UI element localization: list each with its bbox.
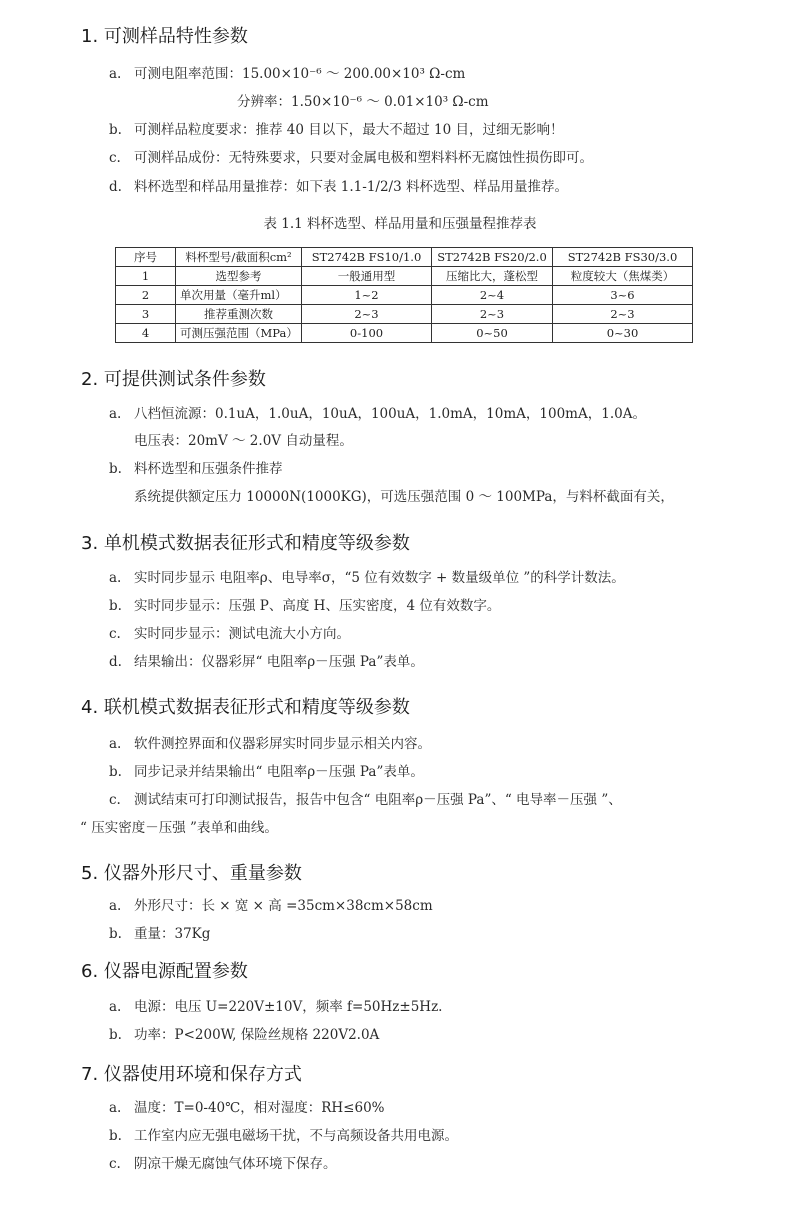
table-header-cell: 料杯型号/截面积cm²	[176, 248, 302, 267]
table-caption: 表 1.1 料杯选型、样品用量和压强量程推荐表	[263, 216, 537, 232]
list-text: 料杯选型和样品用量推荐：如下表 1.1-1/2/3 料杯选型、样品用量推荐。	[134, 179, 568, 195]
section-heading-5: 5. 仪器外形尺寸、重量参数	[81, 863, 302, 884]
list-item	[109, 64, 465, 84]
table-row	[116, 305, 693, 324]
list-text: “ 压实密度－压强 ”表单和曲线。	[80, 820, 278, 836]
table-cell: 粒度较大（焦煤类）	[553, 267, 693, 286]
table-cell: 0~30	[553, 324, 693, 343]
section-heading-2: 2. 可提供测试条件参数	[81, 369, 266, 390]
list-marker: b.	[109, 461, 122, 477]
table-cell: 4	[116, 324, 176, 343]
table-cell: 推荐重测次数	[176, 305, 302, 324]
list-item	[109, 404, 646, 424]
table-header-cell: 序号	[116, 248, 176, 267]
list-item	[109, 120, 564, 140]
list-text: 温度：T=0-40℃，相对湿度：RH≤60%	[134, 1100, 385, 1116]
section-heading-7: 7. 仪器使用环境和保存方式	[81, 1064, 302, 1085]
list-item	[109, 624, 350, 644]
list-marker: b.	[109, 1027, 122, 1043]
list-text: 实时同步显示 电阻率ρ、电导率σ，“5 位有效数字 + 数量级单位 ”的科学计数法。	[134, 570, 625, 586]
section-heading-3: 3. 单机模式数据表征形式和精度等级参数	[81, 533, 410, 554]
section-heading-1: 1. 可测样品特性参数	[81, 26, 248, 47]
list-marker: d.	[109, 179, 122, 195]
table-cell: 压缩比大，蓬松型	[432, 267, 553, 286]
list-text: 料杯选型和压强条件推荐	[134, 461, 283, 477]
table-cell: 2~4	[432, 286, 553, 305]
table-row	[116, 267, 693, 286]
cup-selection-table	[115, 247, 693, 343]
table-cell: 选型参考	[176, 267, 302, 286]
list-marker: a.	[109, 570, 122, 586]
list-text: 测试结束可打印测试报告，报告中包含“ 电阻率ρ－压强 Pa”、“ 电导率－压强 ”、	[134, 792, 622, 808]
list-text: 外形尺寸：长 × 宽 × 高 =35cm×38cm×58cm	[134, 898, 433, 914]
table-header-cell: ST2742B FS30/3.0	[553, 248, 693, 267]
list-text: 实时同步显示：压强 P、高度 H、压实密度，4 位有效数字。	[134, 598, 501, 614]
list-item	[109, 1025, 379, 1045]
table-cell: 1	[116, 267, 176, 286]
list-marker: d.	[109, 654, 122, 670]
table-header-cell: ST2742B FS10/1.0	[302, 248, 432, 267]
list-text: 重量：37Kg	[134, 926, 211, 942]
list-text: 可测样品粒度要求：推荐 40 目以下，最大不超过 10 目，过细无影响！	[134, 122, 564, 138]
list-marker: a.	[109, 66, 122, 82]
table-cell: 2	[116, 286, 176, 305]
list-text: 系统提供额定压力 10000N(1000KG)，可选压强范围 0 ～ 100MPa，与料杯截面有关，	[134, 489, 674, 505]
table-cell: 0~50	[432, 324, 553, 343]
list-text: 可测样品成份：无特殊要求，只要对金属电极和塑料料杯无腐蚀性损伤即可。	[134, 150, 593, 166]
list-item	[80, 818, 278, 838]
table-cell: 3~6	[553, 286, 693, 305]
list-marker: b.	[109, 598, 122, 614]
list-marker: c.	[109, 150, 121, 166]
list-item	[109, 997, 442, 1017]
list-marker: a.	[109, 999, 122, 1015]
list-item	[109, 177, 568, 197]
list-marker: c.	[109, 1156, 121, 1172]
list-text: 可测电阻率范围：15.00×10⁻⁶ ～ 200.00×10³ Ω-cm	[134, 66, 466, 82]
list-item	[109, 459, 283, 479]
list-item	[109, 896, 433, 916]
table-header-cell: ST2742B FS20/2.0	[432, 248, 553, 267]
table-cell: 单次用量（毫升ml）	[176, 286, 302, 305]
list-item	[109, 148, 593, 168]
list-marker: a.	[109, 736, 122, 752]
list-item	[109, 1098, 385, 1118]
list-text: 软件测控界面和仪器彩屏实时同步显示相关内容。	[134, 736, 431, 752]
list-text: 功率：P<200W, 保险丝规格 220V2.0A	[134, 1027, 380, 1043]
section-heading-4: 4. 联机模式数据表征形式和精度等级参数	[81, 697, 410, 718]
list-item	[237, 92, 489, 112]
list-marker: a.	[109, 898, 122, 914]
list-marker: c.	[109, 626, 121, 642]
list-marker: b.	[109, 1128, 122, 1144]
section-heading-6: 6. 仪器电源配置参数	[81, 961, 248, 982]
list-text: 电源：电压 U=220V±10V，频率 f=50Hz±5Hz.	[134, 999, 443, 1015]
list-text: 实时同步显示：测试电流大小方向。	[134, 626, 350, 642]
table-cell: 可测压强范围（MPa）	[176, 324, 302, 343]
list-item	[109, 1154, 337, 1174]
list-item	[109, 790, 622, 810]
list-item	[109, 1126, 458, 1146]
list-item	[109, 924, 210, 944]
table-cell: 2~3	[432, 305, 553, 324]
list-item	[134, 431, 353, 451]
list-item	[109, 762, 424, 782]
list-marker: b.	[109, 926, 122, 942]
list-text: 分辨率：1.50×10⁻⁶ ～ 0.01×10³ Ω-cm	[237, 94, 489, 110]
table-cell: 一般通用型	[302, 267, 432, 286]
list-marker: a.	[109, 1100, 122, 1116]
list-text: 电压表：20mV ～ 2.0V 自动量程。	[134, 433, 353, 449]
table-cell: 2~3	[553, 305, 693, 324]
list-item	[109, 734, 431, 754]
list-text: 同步记录并结果输出“ 电阻率ρ－压强 Pa”表单。	[134, 764, 424, 780]
list-item	[134, 487, 674, 507]
table-cell: 3	[116, 305, 176, 324]
list-marker: c.	[109, 792, 121, 808]
table-header-row	[116, 248, 693, 267]
list-item	[109, 596, 500, 616]
list-item	[109, 652, 424, 672]
list-item	[109, 568, 625, 588]
list-marker: b.	[109, 764, 122, 780]
table-row	[116, 286, 693, 305]
list-text: 阴凉干燥无腐蚀气体环境下保存。	[134, 1156, 337, 1172]
list-marker: b.	[109, 122, 122, 138]
table-row	[116, 324, 693, 343]
table-cell: 2~3	[302, 305, 432, 324]
list-text: 工作室内应无强电磁场干扰，不与高频设备共用电源。	[134, 1128, 458, 1144]
table-cell: 0-100	[302, 324, 432, 343]
list-text: 八档恒流源：0.1uA，1.0uA，10uA，100uA，1.0mA，10mA，100mA，1.0A。	[134, 406, 646, 422]
list-marker: a.	[109, 406, 122, 422]
table-cell: 1~2	[302, 286, 432, 305]
list-text: 结果输出：仪器彩屏“ 电阻率ρ－压强 Pa”表单。	[134, 654, 424, 670]
